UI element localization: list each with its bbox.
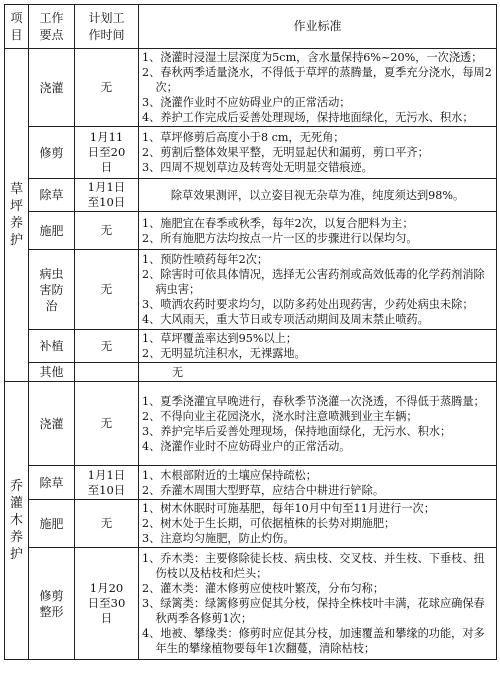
plan-time-value: 无 [100, 416, 113, 430]
header-standard: 作业标准 [139, 5, 497, 49]
standard-line: 3、浇灌作业时不应妨碍业户的正常活动； [142, 96, 351, 109]
work-item-label: 除草 [39, 475, 64, 490]
work-item-cell [29, 466, 75, 500]
table-row [5, 548, 497, 660]
standard-line: 2、所有施肥方法均按点一片一区的步骤进行以保均匀。 [142, 231, 418, 245]
work-item-label: 病虫 害防 治 [39, 266, 64, 313]
table-row [5, 179, 497, 212]
table-row [5, 466, 497, 500]
work-item-label: 施肥 [39, 516, 64, 531]
work-item-cell [29, 212, 75, 250]
standard-line: 3、注意均匀施肥，防止灼伤。 [142, 532, 295, 545]
standard-line: 2、除害时可依具体情况，选择无公害药剂或高效低毒的化学药剂消除病虫害； [142, 268, 485, 296]
standard-cell [139, 466, 497, 500]
plan-time-value: 1月11 日至20 日 [87, 130, 126, 174]
standard-cell [139, 250, 497, 330]
header-plan-time: 计划工 作时间 [75, 5, 139, 49]
header-item: 工作 要点 [29, 5, 75, 49]
standard-line: 4、大风雨天，重大节日或专项活动期间及周末禁止喷药。 [142, 313, 429, 326]
header-row [5, 5, 497, 49]
plan-time-value: 无 [100, 223, 113, 237]
table-body [5, 49, 497, 660]
standard-line: 2、春秋两季适量浇水，不得低于草坪的蒸腾量，夏季充分浇水，每周2次； [142, 66, 492, 94]
standard-line: 3、四周不规划草边及转弯处无明显交错痕迹。 [142, 161, 373, 174]
table-row [5, 250, 497, 330]
work-item-label: 修剪 [39, 145, 64, 160]
standard-line: 除草效果测评，以立姿目视无杂草为准，纯度须达到98%。 [170, 188, 465, 202]
work-item-cell [29, 179, 75, 212]
standard-line: 4、浇灌作业时不应妨碍业户的正常活动。 [142, 439, 351, 453]
standard-line: 1、木根部附近的土壤应保持疏松； [142, 468, 317, 482]
standard-line: 1、树木休眠时可施基肥，每年10月中旬至11月进行一次； [142, 502, 435, 515]
standard-line: 4、地被、攀缘类：修剪时应促其分枝，加速覆盖和攀缘的功能，对多年生的攀缘植物要每年1次翻蔓，清除枯枝； [142, 627, 485, 655]
plan-time-value: 无 [100, 282, 113, 296]
standard-line: 1、施肥宜在春季或秋季，每年2次，以复合肥料为主； [142, 216, 414, 230]
work-item-cell [29, 548, 75, 660]
work-item-label: 修剪 整形 [39, 588, 64, 619]
standard-cell [139, 382, 497, 466]
table-row [5, 330, 497, 363]
standard-cell [139, 127, 497, 179]
work-item-label: 除草 [39, 188, 64, 202]
standard-line: 1、草坪修剪后高度小于8 cm，无死角； [142, 131, 345, 144]
plan-time-cell [75, 127, 139, 179]
standard-line: 4、养护工作完成后妥善处理现场，保持地面绿化，无污水、积水； [142, 111, 474, 124]
work-item-cell [29, 500, 75, 548]
work-item-cell [29, 127, 75, 179]
work-item-cell [29, 330, 75, 363]
standard-line: 2、树木处于生长期，可依据植株的长势对期施肥； [142, 517, 396, 530]
section-category-label: 乔 灌 木 养 护 [9, 479, 23, 562]
table-row [5, 363, 497, 382]
standard-cell [139, 330, 497, 363]
maintenance-standards-table [4, 4, 497, 660]
standard-line: 1、草坪覆盖率达到95%以上； [142, 332, 298, 345]
section-category-cell [5, 49, 29, 382]
standard-line: 3、喷洒农药时要求均匀，以防多药处出现药害，少药处病虫未除； [142, 298, 474, 311]
plan-time-cell [75, 330, 139, 363]
plan-time-value: 无 [100, 338, 113, 353]
standard-cell [139, 500, 497, 548]
work-item-label: 施肥 [39, 223, 64, 238]
table-row [5, 382, 497, 466]
plan-time-value: 1月20 日至30 日 [87, 581, 126, 625]
table-row [5, 500, 497, 548]
section-category-cell [5, 382, 29, 660]
plan-time-value: 无 [100, 80, 113, 94]
plan-time-value: 1月1日 至10日 [87, 467, 126, 497]
standard-cell [139, 49, 497, 127]
plan-time-cell [75, 363, 139, 382]
section-category-label: 草 坪 养 护 [9, 182, 23, 248]
standard-line: 1、浇灌时浸湿土层深度为5cm，含水量保持6%~20%，一次浇透； [142, 51, 483, 64]
standard-cell [139, 548, 497, 660]
plan-time-cell [75, 548, 139, 660]
standard-line: 2、乔灌木周围大型野草，应结合中耕进行铲除。 [142, 483, 385, 497]
standard-line: 无 [172, 365, 184, 379]
standard-line: 3、养护完毕后妥善处理现场，保持地面绿化，无污水、积水； [142, 424, 452, 438]
header-category: 项 目 [5, 5, 29, 49]
standard-line: 1、夏季浇灌宜早晚进行，春秋季节浇灌一次浇透，不得低于蒸腾量； [142, 394, 485, 408]
table-row [5, 127, 497, 179]
plan-time-cell [75, 466, 139, 500]
plan-time-cell [75, 382, 139, 466]
standard-cell [139, 212, 497, 250]
plan-time-cell [75, 179, 139, 212]
work-item-cell [29, 363, 75, 382]
work-item-cell [29, 250, 75, 330]
work-item-cell [29, 382, 75, 466]
plan-time-cell [75, 49, 139, 127]
plan-time-cell [75, 250, 139, 330]
standard-cell [139, 179, 497, 212]
standard-line: 2、不得向业主花园浇水，浇水时注意喷溅到业主车辆； [142, 409, 418, 423]
plan-time-cell [75, 212, 139, 250]
work-item-label: 补植 [39, 339, 64, 353]
standard-line: 1、乔木类：主要修除徒长枝、病虫枝、交叉枝、并生枝、下垂枝、扭伤枝以及枯枝和烂头； [142, 552, 485, 580]
standard-line: 2、灌木类：灌木修剪应使枝叶繁茂，分布匀称； [142, 582, 385, 595]
standard-line: 1、预防性喷药每年2次； [142, 253, 269, 266]
plan-time-value: 1月1日 至10日 [87, 180, 126, 209]
work-item-cell [29, 49, 75, 127]
standard-line: 2、剪割后整体效果平整，无明显起伏和漏剪，剪口平齐； [142, 146, 429, 159]
work-item-label: 浇灌 [39, 416, 64, 431]
table-row [5, 212, 497, 250]
work-item-label: 其他 [39, 365, 64, 379]
plan-time-value: 无 [100, 516, 113, 530]
standard-cell [139, 363, 497, 382]
standard-line: 3、绿篱类：绿篱修剪应促其分枝，保持全株枝叶丰满，花球应确保春秋两季各修剪1次； [142, 597, 485, 625]
plan-time-cell [75, 500, 139, 548]
standard-line: 2、无明显坑洼积水，无裸露地。 [142, 347, 306, 360]
table-row [5, 49, 497, 127]
work-item-label: 浇灌 [39, 80, 64, 95]
